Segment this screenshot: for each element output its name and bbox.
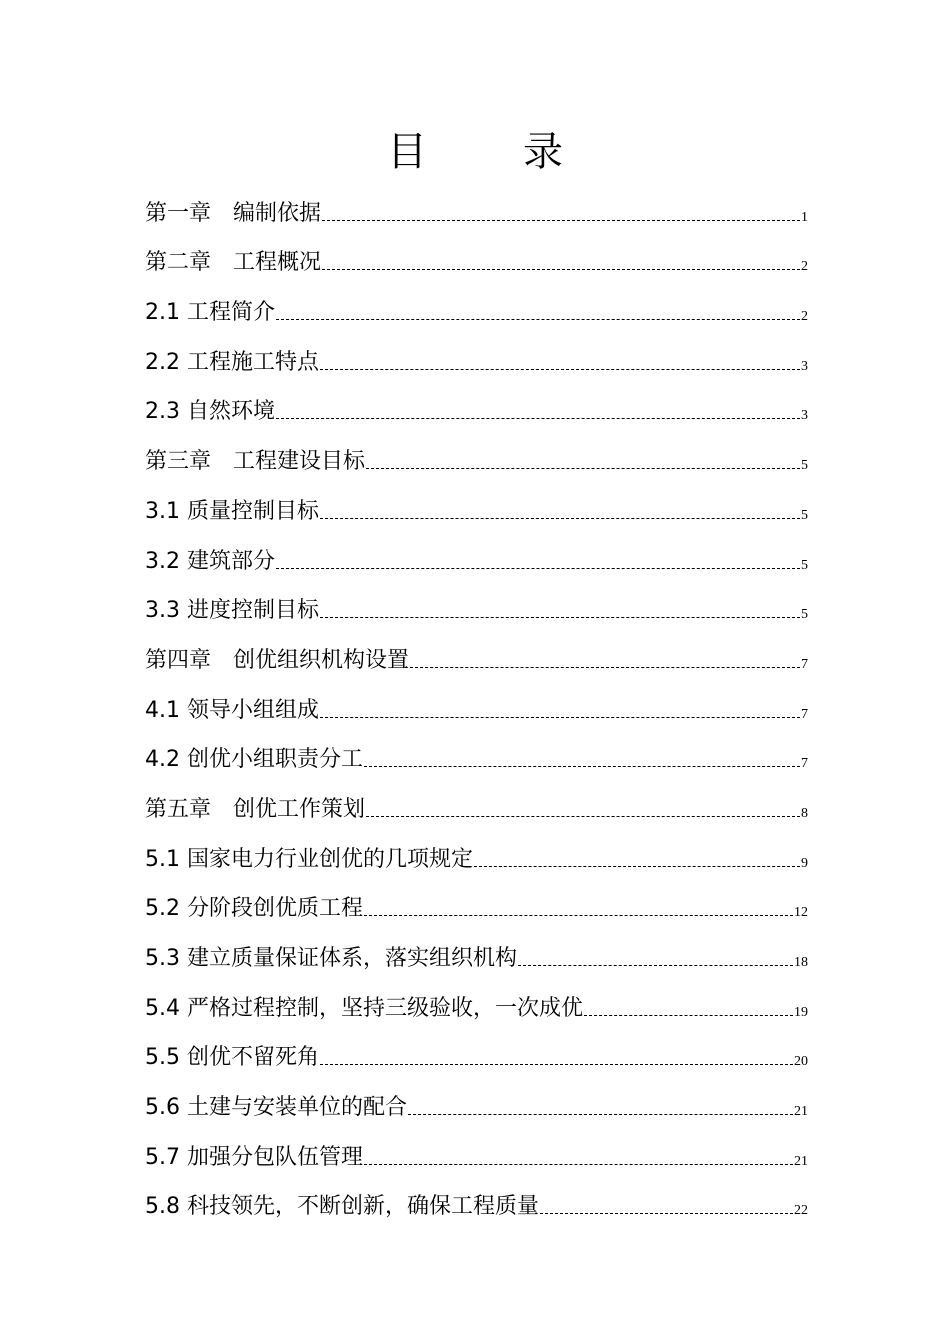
dot-leader (320, 717, 800, 718)
dot-leader (364, 1164, 793, 1165)
toc-entry-page-number: 2 (801, 309, 808, 325)
toc-entry[interactable] (145, 776, 808, 826)
toc-entry-label: 5.7 加强分包队伍管理 (145, 1144, 363, 1170)
toc-entry-label: 5.8 科技领先，不断创新，确保工程质量 (145, 1194, 539, 1220)
toc-entry-label: 4.2 创优小组职责分工 (145, 747, 363, 773)
toc-entry-label: 3.3 进度控制目标 (145, 598, 319, 624)
dot-leader (540, 1213, 793, 1214)
toc-entry[interactable] (145, 826, 808, 876)
dot-leader (410, 667, 800, 668)
toc-entry-page-number: 22 (794, 1203, 808, 1219)
dot-leader (364, 766, 800, 767)
toc-entry[interactable] (145, 379, 808, 429)
toc-entry-page-number: 12 (794, 905, 808, 921)
toc-title: 目 录 (387, 129, 591, 175)
toc-entry-page-number: 7 (801, 656, 808, 672)
toc-entry[interactable] (145, 230, 808, 280)
toc-entry-label: 5.4 严格过程控制，坚持三级验收，一次成优 (145, 995, 583, 1021)
dot-leader (366, 816, 800, 817)
toc-entry-page-number: 21 (794, 1104, 808, 1120)
dot-leader (276, 418, 800, 419)
toc-entry[interactable] (145, 1074, 808, 1124)
dot-leader (320, 369, 800, 370)
toc-entry-page-number: 20 (794, 1054, 808, 1070)
toc-entry-page-number: 5 (801, 507, 808, 523)
toc-entry[interactable] (145, 677, 808, 727)
toc-entry-label: 4.1 领导小组组成 (145, 697, 319, 723)
toc-entry[interactable] (145, 180, 808, 230)
dot-leader (276, 568, 800, 569)
toc-entry-label: 第五章 创优工作策划 (145, 796, 366, 822)
toc-entry[interactable] (145, 428, 808, 478)
toc-entry-label: 2.1 工程简介 (145, 300, 275, 326)
toc-entry-page-number: 5 (801, 607, 808, 623)
toc-entry[interactable] (145, 876, 808, 926)
toc-entry[interactable] (145, 627, 808, 677)
toc-entry-page-number: 18 (794, 955, 808, 970)
toc-entry-page-number: 5 (801, 458, 808, 474)
toc-entry[interactable] (145, 578, 808, 628)
toc-entry[interactable] (145, 1124, 808, 1174)
toc-entry[interactable] (145, 478, 808, 528)
toc-entry-label: 5.6 土建与安装单位的配合 (145, 1095, 407, 1121)
toc-entry[interactable] (145, 1025, 808, 1075)
toc-entry-label: 第四章 创优组织机构设置 (145, 647, 410, 673)
dot-leader (518, 965, 793, 966)
toc-entry-label: 第二章 工程概况 (145, 250, 322, 276)
toc-entry-page-number: 5 (801, 557, 808, 573)
dot-leader (320, 617, 800, 618)
toc-entry-page-number: 1 (801, 209, 808, 225)
toc-entry-label: 5.2 分阶段创优质工程 (145, 896, 363, 922)
dot-leader (322, 220, 800, 221)
dot-leader (366, 468, 800, 469)
toc-entry[interactable] (145, 975, 808, 1025)
toc-entry[interactable] (145, 1174, 808, 1224)
dot-leader (364, 915, 793, 916)
toc-entry-page-number: 21 (794, 1153, 808, 1169)
toc-list (145, 180, 808, 1223)
toc-entry-page-number: 3 (801, 358, 808, 374)
toc-entry-page-number: 19 (794, 1004, 808, 1020)
toc-entry-page-number: 9 (801, 855, 808, 871)
toc-entry[interactable] (145, 329, 808, 379)
toc-entry[interactable] (145, 727, 808, 777)
toc-entry-page-number: 7 (801, 706, 808, 722)
dot-leader (276, 319, 800, 320)
toc-entry-page-number: 7 (801, 756, 808, 772)
dot-leader (474, 866, 800, 867)
toc-entry-label: 5.5 创优不留死角 (145, 1045, 319, 1071)
toc-entry-label: 5.1 国家电力行业创优的几项规定 (145, 846, 473, 872)
toc-entry-label: 第一章 编制依据 (145, 200, 322, 226)
toc-entry[interactable] (145, 279, 808, 329)
toc-entry-label: 5.3 建立质量保证体系，落实组织机构 (145, 946, 517, 971)
dot-leader (322, 269, 800, 270)
toc-entry-label: 2.3 自然环境 (145, 399, 275, 425)
toc-entry[interactable] (145, 528, 808, 578)
dot-leader (320, 518, 800, 519)
toc-entry-label: 第三章 工程建设目标 (145, 449, 366, 475)
dot-leader (320, 1064, 793, 1065)
toc-entry[interactable] (145, 925, 808, 975)
toc-entry-page-number: 3 (801, 408, 808, 424)
toc-entry-label: 3.2 建筑部分 (145, 548, 275, 574)
toc-entry-page-number: 8 (801, 805, 808, 821)
toc-entry-page-number: 2 (801, 259, 808, 275)
toc-entry-label: 2.2 工程施工特点 (145, 349, 319, 375)
dot-leader (408, 1114, 793, 1115)
dot-leader (584, 1015, 793, 1016)
toc-entry-label: 3.1 质量控制目标 (145, 498, 319, 524)
